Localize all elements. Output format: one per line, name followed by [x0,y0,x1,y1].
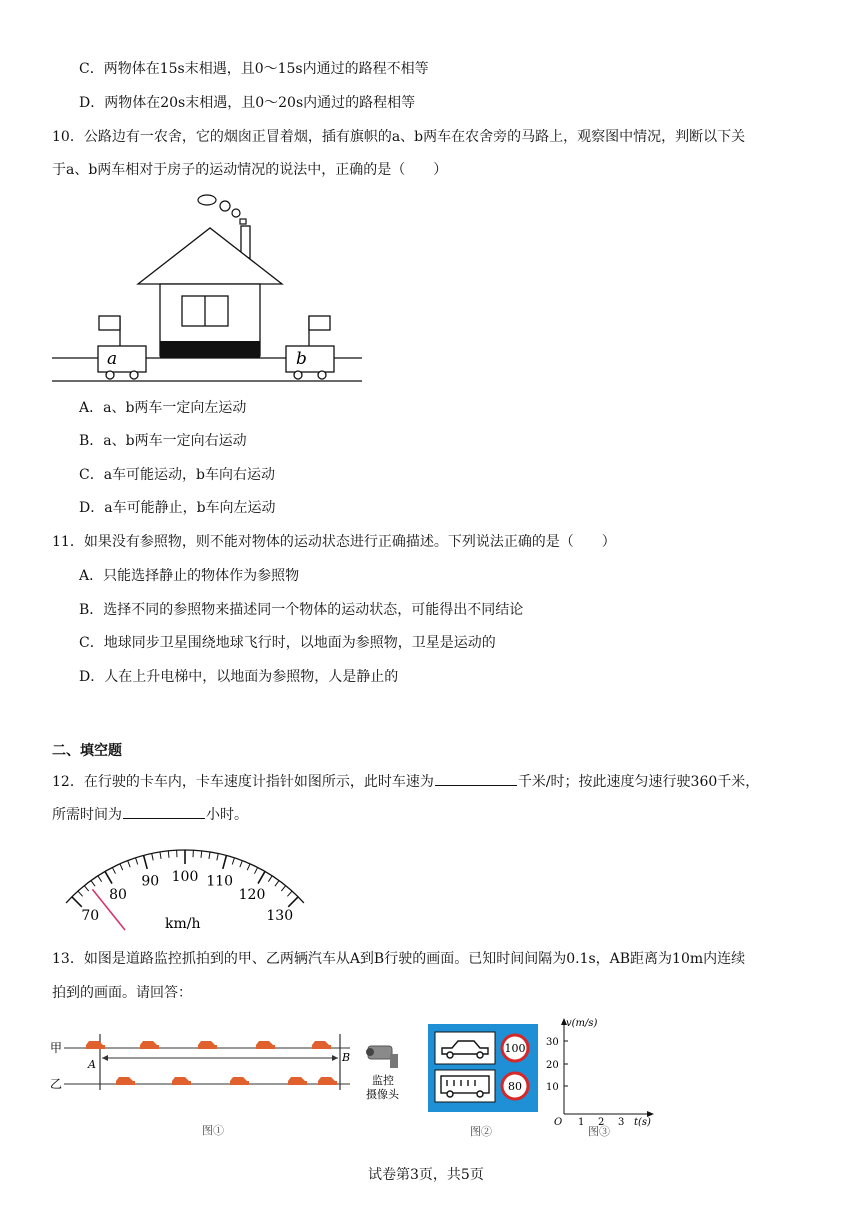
speedometer-tick [98,876,102,882]
flag-a [99,316,120,330]
answer-blank-time[interactable] [123,804,205,819]
speedometer-label-80: 80 [109,886,127,903]
car-icon [318,1077,337,1085]
car-icon [256,1041,275,1049]
x-tick-2: 2 [598,1117,605,1128]
speedometer-label-90: 90 [141,873,160,890]
speedometer-tick [281,886,285,891]
speedometer-tick [258,871,265,883]
car-icon [230,1077,249,1085]
vt-graph [540,1014,660,1134]
q11-option-b: B．选择不同的参照物来描述同一个物体的运动状态，可能得出不同结论 [79,602,524,618]
q12-stem-line1: 12．在行驶的卡车内，卡车速度计指针如图所示，此时车速为 千米/时；按此速度匀速行驶360千米， [52,771,759,792]
q10-option-a: A．a、b两车一定向左运动 [79,400,247,416]
smoke-puff [220,201,230,211]
car-icon [288,1077,307,1085]
q11-option-a: A．只能选择静止的物体作为参照物 [79,568,300,584]
y-axis-label: v(m/s) [566,1018,598,1029]
speedometer-tick [288,897,298,907]
y-tick-20: 20 [546,1060,559,1071]
speedometer-tick [128,861,131,868]
speedometer-tick [232,858,234,865]
svg-text:100: 100 [504,1042,526,1055]
svg-text:80: 80 [508,1080,522,1093]
fig1-caption: 图① [202,1124,224,1137]
speedometer-label-130: 130 [266,908,294,925]
x-tick-3: 3 [618,1117,625,1128]
speedometer-label-110: 110 [206,873,234,890]
speedometer-tick [201,851,202,858]
q11-option-c: C．地球同步卫星围绕地球飞行时，以地面为参照物，卫星是运动的 [79,635,496,651]
row-jia-label: 甲 [50,1041,63,1055]
q10-option-d: D．a车可能静止，b车向左运动 [79,500,276,516]
car-icon [140,1041,159,1049]
smoke-puff [198,195,216,205]
speedometer-tick [120,864,123,870]
fig2-caption: 图② [470,1125,492,1138]
x-tick-1: 1 [578,1117,585,1128]
car-icon [198,1041,217,1049]
speedometer-tick [91,881,95,887]
point-a-label: A [88,1058,96,1071]
car-b [286,316,334,379]
camera-icon [366,1046,398,1068]
car-a-label: a [107,349,118,369]
house-foundation [160,341,260,358]
car-icon [116,1077,135,1085]
smoke-puff [232,209,240,217]
speedometer-tick [168,851,169,858]
speedometer-tick [209,852,210,859]
speedometer-tick [268,876,272,882]
speed-unit: km/h [165,916,201,932]
q11-option-d: D．人在上升电梯中，以地面为参照物，人是静止的 [79,669,399,685]
speedometer-tick [144,855,148,869]
camera-label-2: 摄像头 [366,1088,399,1101]
speedometer-tick [112,867,115,873]
speedometer-tick [105,871,112,883]
car-b-label: b [296,349,307,369]
flag-b [309,316,330,330]
roof [138,228,282,284]
farmhouse-figure [50,192,370,384]
fig3-caption: 图③ [588,1125,610,1138]
speedometer-label-100: 100 [171,869,199,885]
speedometer-figure [55,832,335,932]
page-footer: 试卷第3页，共5页 [368,1167,484,1183]
speedometer-tick [160,852,161,859]
origin-label: O [554,1117,563,1128]
car-a [98,316,146,379]
speedometer-tick [152,853,153,860]
speedometer-tick [223,855,227,869]
camera-label-1: 监控 [372,1074,394,1087]
car-icon [86,1041,105,1049]
speedometer-tick [247,864,250,870]
speedometer-tick [217,853,218,860]
road-figure [50,1028,410,1140]
y-tick-30: 30 [546,1037,559,1048]
q9-option-d: D．两物体在20s末相遇，且0～20s内通过的路程相等 [79,95,416,111]
speedometer-tick [275,881,279,887]
car-icon [172,1077,191,1085]
speedometer-tick [84,886,88,891]
q10-option-b: B．a、b两车一定向右运动 [79,433,247,449]
q13-stem-line2: 拍到的画面。请回答： [52,985,192,1001]
speed-limit-panel [428,1024,538,1112]
q10-stem-line2: 于a、b两车相对于房子的运动情况的说法中，正确的是（ ） [52,162,448,178]
point-b-label: B [342,1051,351,1064]
speedometer-label-120: 120 [238,886,266,903]
smoke-puff [240,219,246,224]
speedometer-tick [240,861,243,868]
y-tick-10: 10 [546,1082,559,1093]
speedometer-tick [254,867,257,873]
q10-option-c: C．a车可能运动，b车向右运动 [79,467,276,483]
speedometer-tick [136,858,138,865]
speedometer-tick [72,897,82,907]
q13-stem-line1: 13．如图是道路监控抓拍到的甲、乙两辆汽车从A到B行驶的画面。已知时间间隔为0.1s，AB距离为10m内连续 [52,951,746,967]
speedometer-tick [78,891,83,896]
q11-stem: 11．如果没有参照物，则不能对物体的运动状态进行正确描述。下列说法正确的是（ ） [52,534,616,550]
q12-stem-line2: 所需时间为 小时。 [52,804,248,825]
speedometer-tick [287,891,292,896]
speedometer-label-70: 70 [81,908,100,925]
row-yi-label: 乙 [50,1077,63,1091]
car-icon [312,1041,331,1049]
x-axis-label: t(s) [634,1117,651,1128]
section-heading: 二、填空题 [52,743,122,759]
answer-blank-speed[interactable] [435,771,517,786]
q10-stem-line1: 10．公路边有一农舍，它的烟囱正冒着烟，插有旗帜的a、b两车在农舍旁的马路上，观察图中情况，判断以下关 [52,129,746,145]
q9-option-c: C．两物体在15s末相遇，且0～15s内通过的路程不相等 [79,61,429,77]
